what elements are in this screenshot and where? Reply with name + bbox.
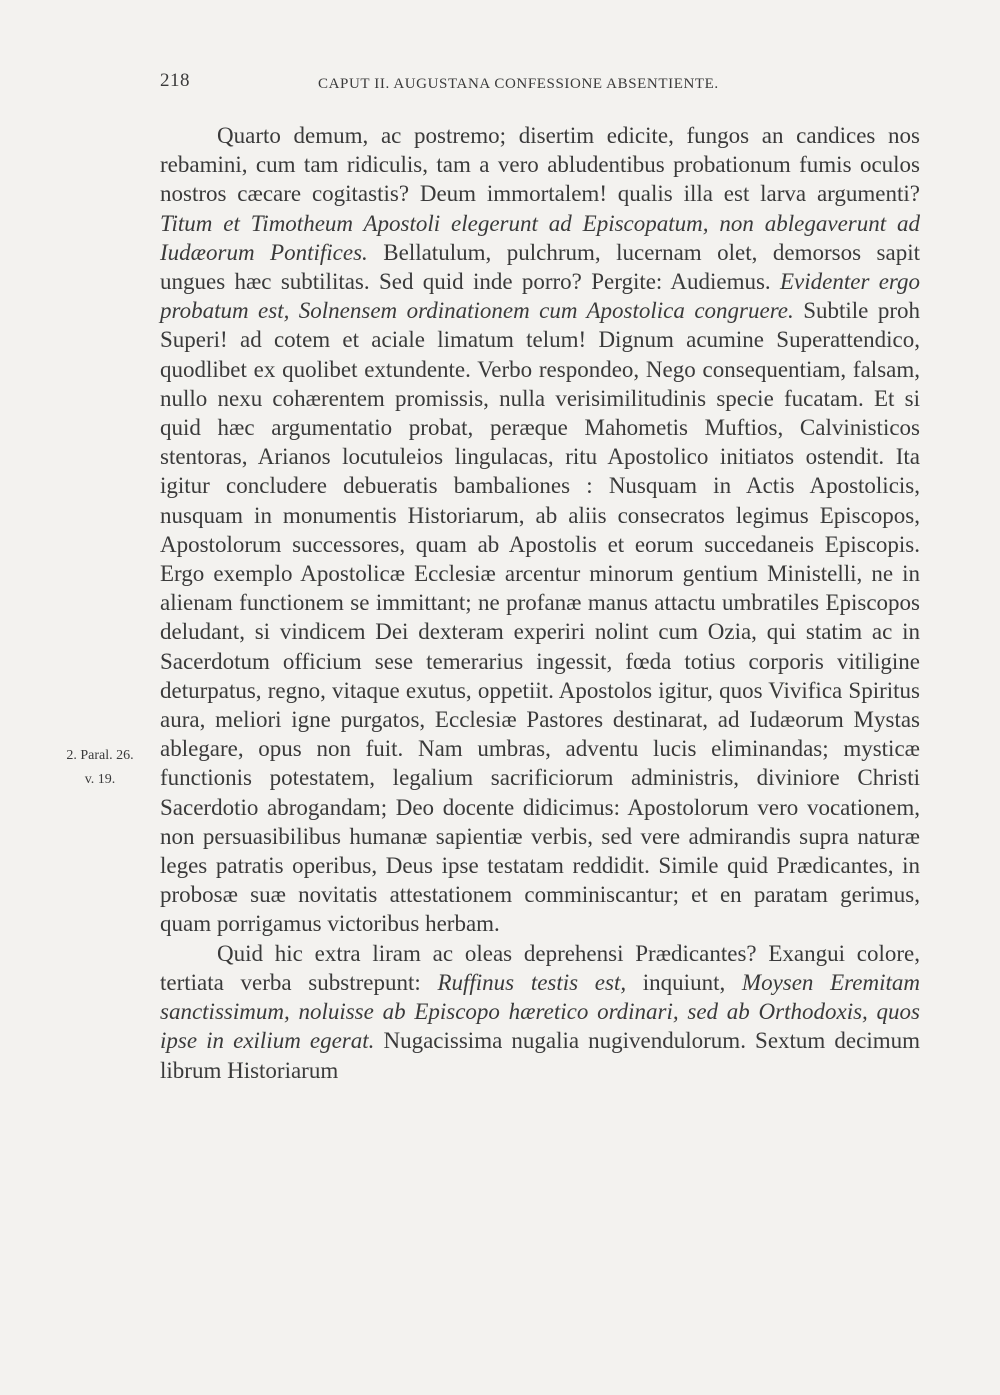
page-number: 218 bbox=[160, 70, 190, 91]
text-run: Quid hic extra liram ac oleas deprehensi Prædicantes? Exangui colore, tertiata verba substrepunt: bbox=[160, 940, 920, 995]
margin-note-line: 2. Paral. 26. bbox=[66, 748, 134, 763]
running-head bbox=[160, 66, 920, 100]
running-title: CAPUT II. AUGUSTANA CONFESSIONE ABSENTIENTE. bbox=[318, 76, 719, 92]
italic-text: Evidenter ergo probatum est, Solnensem ordinationem cum Apostolica congruere. bbox=[160, 269, 921, 324]
text-run: inquiunt, bbox=[626, 969, 742, 995]
body-text bbox=[160, 121, 920, 1085]
italic-text: Titum et Timotheum Apostoli elegerunt ad Episcopatum, non ablegaverunt ad Iudæorum Pontifices. bbox=[160, 210, 920, 265]
italic-text: Ruffinus testis est, bbox=[437, 969, 627, 995]
italic-text: Moysen Eremitam sanctissimum, noluisse ab Episcopo hæretico ordinari, sed ab Orthodoxis, quos ipse in exilium egerat. bbox=[160, 969, 920, 1054]
margin-note bbox=[48, 744, 152, 792]
paragraph bbox=[160, 939, 920, 1085]
text-run: Subtile proh Superi! ad cotem et aciale limatum telum! Dignum acumine Superattendico, quodlibet ex quolibet extundente. Verbo respondeo, Nego consequentiam, falsam, nullo nexu cohærentem promissis, nulla verisimilitudinis specie fucatam. Et si quid hæc argumentatio probat, peræque Mahometis Muftios, Calvinisticos stentoras, Arianos locutuleios lingulacas, ritu Apostolico initiatos ostendit. Ita igitur concludere debueratis bambaliones : Nusquam in Actis Apostolicis, nusquam in monumentis Historiarum, ab aliis consecratos legimus Episcopos, Apostolorum successores, quam ab Apostolis et eorum succedaneis Episcopis. Ergo exemplo Apostolicæ Ecclesiæ arcentur minorum gentium Ministelli, ne in alienam functionem se immittant; ne profanæ manus attactu umbratiles Episcopos deludant, si vindicem Dei dexteram experiri nolint cum Ozia, qui statim ac in Sacerdotum officium sese temerarius ingessit, fœda totius corporis vitiligine deturpatus, regno, vitaque exutus, oppetiit. Apostolos igitur, quos Vivifica Spiritus aura, meliori igne purgatos, Ecclesiæ Pastores destinarat, ad Iudæorum Mystas ablegare, opus non fuit. Nam umbras, adventu lucis eliminandas; mysticæ functionis potestatem, legalium sacrificiorum administris, diviniore Christi Sacerdotio abrogandam; Deo docente didicimus: Apostolorum vero vocationem, non persuasibilibus humanæ sapientiæ verbis, sed vere admirandis supra naturæ leges patratis operibus, Deus ipse testatam reddidit. Simile quid Prædicantes, in probosæ suæ novitatis attestationem comminiscantur; et en paratam gerimus, quam porrigamus victoribus herbam. bbox=[160, 298, 920, 937]
paragraph bbox=[160, 121, 920, 939]
text-run: Quarto demum, ac postremo; disertim edicite, fungos an candices nos rebamini, cum tam ridiculis, tam a vero abludentibus probationum fumis oculos nostros cæcare cogitastis? Deum immortalem! qualis illa est larva argumenti? bbox=[160, 123, 920, 207]
text-run: Bellatulum, pulchrum, lucernam olet, demorsos sapit ungues hæc subtilitas. Sed quid inde porro? Pergite: Audiemus. bbox=[160, 239, 920, 295]
text-run: Nugacissima nugalia nugivendulorum. Sextum decimum librum Historiarum bbox=[160, 1028, 920, 1083]
margin-note-line: v. 19. bbox=[84, 772, 116, 787]
